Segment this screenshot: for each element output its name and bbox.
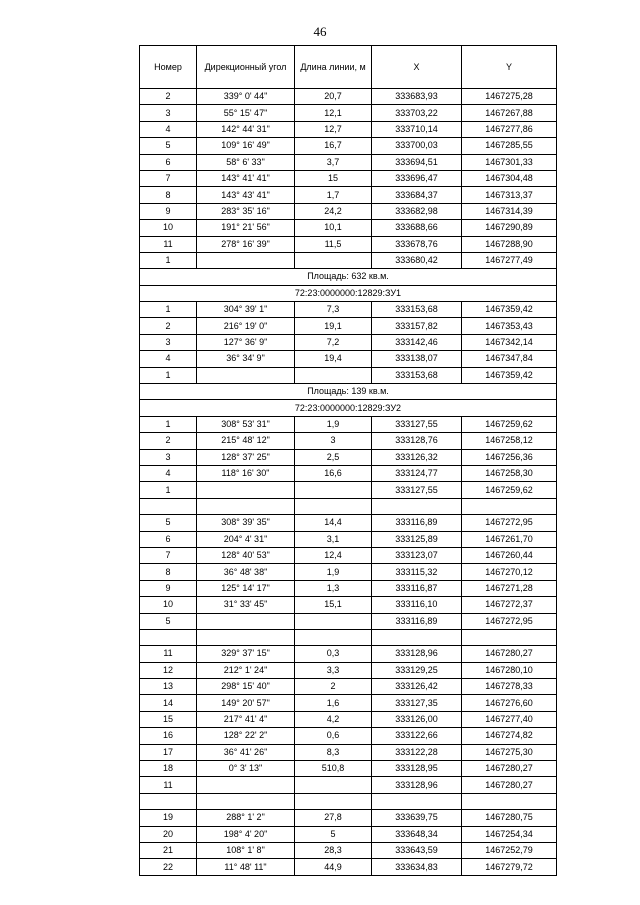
cell-x: 333684,37 [372,187,462,203]
cell-line-length: 0,6 [295,728,372,744]
table-row [140,695,557,711]
cell-direction-angle: 278° 16' 39" [197,236,295,252]
cell-y: 1467278,33 [462,679,557,695]
cell-y: 1467280,27 [462,646,557,662]
cell-y: 1467314,39 [462,203,557,219]
cell-number: 1 [140,302,197,318]
cell-direction-angle: 36° 48' 38" [197,564,295,580]
cell-number: 4 [140,465,197,481]
cell-direction-angle: 11° 48' 11" [197,859,295,875]
cell-direction-angle: 308° 53' 31" [197,416,295,432]
cell-direction-angle [197,793,295,809]
cell-y: 1467275,30 [462,744,557,760]
cell-x: 333153,68 [372,367,462,383]
table-row [140,564,557,580]
cell-line-length: 0,3 [295,646,372,662]
cell-x: 333700,03 [372,138,462,154]
cell-line-length: 1,9 [295,564,372,580]
cell-number: 8 [140,564,197,580]
cell-line-length: 1,7 [295,187,372,203]
table-row [140,105,557,121]
cell-direction-angle: 216° 19' 0" [197,318,295,334]
cell-line-length: 2,5 [295,449,372,465]
cell-line-length: 16,6 [295,465,372,481]
cell-direction-angle: 109° 16' 49" [197,138,295,154]
table-row [140,220,557,236]
cell-number: 13 [140,679,197,695]
cell-direction-angle: 143° 41' 41" [197,170,295,186]
table-row [140,777,557,793]
cell-y [462,498,557,514]
cell-number: 3 [140,449,197,465]
cell-direction-angle: 149° 20' 57" [197,695,295,711]
cell-y: 1467280,27 [462,761,557,777]
cell-number: 21 [140,842,197,858]
table-row [140,203,557,219]
cell-line-length: 2 [295,679,372,695]
table-row [140,187,557,203]
cell-number: 9 [140,580,197,596]
table-row [140,154,557,170]
cell-line-length [295,482,372,498]
cell-line-length: 44,9 [295,859,372,875]
cell-direction-angle: 31° 33' 45" [197,597,295,613]
cell-y: 1467267,88 [462,105,557,121]
cell-x [372,793,462,809]
cell-direction-angle [197,367,295,383]
table-row [140,728,557,744]
header-direction-angle: Дирекционный угол [197,46,295,89]
table-row [140,597,557,613]
cell-direction-angle: 128° 37' 25" [197,449,295,465]
cell-direction-angle [197,777,295,793]
cell-number: 10 [140,220,197,236]
cell-y: 1467304,48 [462,170,557,186]
cell-y: 1467277,86 [462,121,557,137]
cell-number: 1 [140,252,197,268]
cell-x: 333643,59 [372,842,462,858]
table-row [140,433,557,449]
header-number: Номер [140,46,197,89]
cell-y: 1467258,12 [462,433,557,449]
cell-direction-angle: 283° 35' 16" [197,203,295,219]
table-row [140,629,557,645]
cell-line-length: 28,3 [295,842,372,858]
cell-direction-angle: 0° 3' 13" [197,761,295,777]
cell-x: 333127,55 [372,482,462,498]
cell-number: 4 [140,121,197,137]
table-row [140,515,557,531]
cell-y: 1467342,14 [462,334,557,350]
cell-number: 10 [140,597,197,613]
cell-number: 3 [140,334,197,350]
cell-line-length: 19,4 [295,351,372,367]
cell-number: 1 [140,482,197,498]
cell-x [372,629,462,645]
cell-y: 1467258,30 [462,465,557,481]
table-row [140,547,557,563]
cell-number: 20 [140,826,197,842]
cell-x: 333124,77 [372,465,462,481]
cell-direction-angle: 215° 48' 12" [197,433,295,449]
cell-direction-angle: 36° 34' 9" [197,351,295,367]
cell-y: 1467280,10 [462,662,557,678]
cell-x: 333125,89 [372,531,462,547]
cell-number: 17 [140,744,197,760]
cell-x: 333153,68 [372,302,462,318]
cell-line-length: 1,9 [295,416,372,432]
table-row [140,121,557,137]
cell-y: 1467272,95 [462,515,557,531]
cell-y [462,629,557,645]
cell-line-length: 5 [295,826,372,842]
cell-number: 2 [140,433,197,449]
cell-line-length [295,498,372,514]
cell-y: 1467276,60 [462,695,557,711]
cell-number: 11 [140,646,197,662]
coordinates-table [139,45,557,876]
cell-direction-angle: 308° 39' 35" [197,515,295,531]
area-label: Площадь: 139 кв.м. [140,384,557,400]
cell-y: 1467260,44 [462,547,557,563]
cell-number: 5 [140,515,197,531]
cell-number: 11 [140,777,197,793]
cell-x: 333127,55 [372,416,462,432]
cell-y: 1467347,84 [462,351,557,367]
cell-y: 1467277,49 [462,252,557,268]
cell-number: 2 [140,89,197,105]
table-row [140,679,557,695]
cell-line-length: 12,7 [295,121,372,137]
cell-line-length [295,252,372,268]
cell-direction-angle: 128° 22' 2" [197,728,295,744]
cell-x: 333138,07 [372,351,462,367]
cell-number: 14 [140,695,197,711]
table-row [140,465,557,481]
cell-number: 4 [140,351,197,367]
cell-number: 7 [140,547,197,563]
cell-x: 333694,51 [372,154,462,170]
cell-direction-angle: 128° 40' 53" [197,547,295,563]
cell-x: 333696,47 [372,170,462,186]
table-row [140,711,557,727]
cell-number: 5 [140,613,197,629]
table-row [140,170,557,186]
table-row [140,498,557,514]
cell-x: 333116,10 [372,597,462,613]
cell-x: 333123,07 [372,547,462,563]
cell-direction-angle: 58° 6' 33" [197,154,295,170]
section-row [140,384,557,400]
cell-direction-angle: 204° 4' 31" [197,531,295,547]
cell-line-length: 11,5 [295,236,372,252]
table-row [140,334,557,350]
cell-line-length: 8,3 [295,744,372,760]
cell-direction-angle: 329° 37' 15" [197,646,295,662]
cell-line-length: 3 [295,433,372,449]
cell-x: 333122,66 [372,728,462,744]
cell-line-length: 15,1 [295,597,372,613]
cell-x: 333688,66 [372,220,462,236]
cell-x: 333129,25 [372,662,462,678]
table-row [140,613,557,629]
parcel-label: 72:23:0000000:12829:ЗУ2 [140,400,557,416]
area-label: Площадь: 632 кв.м. [140,269,557,285]
cell-direction-angle: 55° 15' 47" [197,105,295,121]
cell-direction-angle: 125° 14' 17" [197,580,295,596]
cell-direction-angle: 288° 1' 2" [197,810,295,826]
section-row [140,269,557,285]
cell-x: 333116,87 [372,580,462,596]
cell-y: 1467301,33 [462,154,557,170]
cell-line-length: 12,1 [295,105,372,121]
cell-x: 333127,35 [372,695,462,711]
cell-y: 1467280,75 [462,810,557,826]
table-row [140,826,557,842]
cell-x: 333116,89 [372,515,462,531]
cell-y: 1467359,42 [462,302,557,318]
cell-number: 18 [140,761,197,777]
table-body [140,89,557,876]
cell-x: 333126,32 [372,449,462,465]
cell-y: 1467256,36 [462,449,557,465]
cell-y: 1467272,37 [462,597,557,613]
section-row [140,400,557,416]
cell-x: 333122,28 [372,744,462,760]
cell-direction-angle [197,629,295,645]
table-row [140,531,557,547]
cell-line-length [295,777,372,793]
table-row [140,138,557,154]
cell-y: 1467285,55 [462,138,557,154]
header-line-length: Длина линии, м [295,46,372,89]
cell-number: 5 [140,138,197,154]
cell-direction-angle [197,482,295,498]
cell-y: 1467290,89 [462,220,557,236]
table-row [140,793,557,809]
cell-x: 333128,96 [372,646,462,662]
table-row [140,580,557,596]
cell-y: 1467259,62 [462,416,557,432]
cell-line-length: 15 [295,170,372,186]
cell-y: 1467272,95 [462,613,557,629]
table-row [140,252,557,268]
table-row [140,416,557,432]
cell-number: 9 [140,203,197,219]
cell-line-length: 4,2 [295,711,372,727]
cell-y: 1467270,12 [462,564,557,580]
cell-number [140,498,197,514]
cell-line-length: 3,1 [295,531,372,547]
cell-direction-angle [197,613,295,629]
table-row [140,810,557,826]
cell-number: 19 [140,810,197,826]
cell-number: 2 [140,318,197,334]
cell-x: 333678,76 [372,236,462,252]
cell-x: 333115,32 [372,564,462,580]
cell-number: 15 [140,711,197,727]
cell-line-length: 1,3 [295,580,372,596]
cell-line-length: 510,8 [295,761,372,777]
cell-x: 333680,42 [372,252,462,268]
cell-number: 11 [140,236,197,252]
cell-number: 1 [140,416,197,432]
cell-line-length [295,793,372,809]
table-row [140,236,557,252]
table-row [140,744,557,760]
table-row [140,367,557,383]
cell-number: 12 [140,662,197,678]
cell-y: 1467288,90 [462,236,557,252]
cell-y: 1467252,79 [462,842,557,858]
cell-x: 333126,00 [372,711,462,727]
cell-line-length: 3,3 [295,662,372,678]
table-row [140,761,557,777]
table-row [140,351,557,367]
cell-line-length: 20,7 [295,89,372,105]
cell-number: 3 [140,105,197,121]
cell-x: 333128,96 [372,777,462,793]
cell-direction-angle: 36° 41' 26" [197,744,295,760]
cell-y: 1467254,34 [462,826,557,842]
cell-y: 1467313,37 [462,187,557,203]
table-row [140,482,557,498]
cell-line-length [295,629,372,645]
cell-line-length: 27,8 [295,810,372,826]
table-row [140,859,557,875]
cell-number: 22 [140,859,197,875]
cell-y: 1467275,28 [462,89,557,105]
table-header [140,46,557,89]
cell-line-length: 7,2 [295,334,372,350]
cell-x: 333639,75 [372,810,462,826]
cell-x: 333682,98 [372,203,462,219]
cell-number [140,793,197,809]
cell-direction-angle: 212° 1' 24" [197,662,295,678]
cell-x: 333157,82 [372,318,462,334]
cell-line-length: 19,1 [295,318,372,334]
cell-x: 333648,34 [372,826,462,842]
cell-line-length [295,367,372,383]
cell-direction-angle: 143° 43' 41" [197,187,295,203]
cell-number: 6 [140,531,197,547]
cell-direction-angle: 298° 15' 40" [197,679,295,695]
cell-line-length: 10,1 [295,220,372,236]
cell-line-length: 1,6 [295,695,372,711]
cell-direction-angle: 191° 21' 56" [197,220,295,236]
cell-line-length: 12,4 [295,547,372,563]
cell-x: 333142,46 [372,334,462,350]
cell-line-length: 24,2 [295,203,372,219]
header-y: Y [462,46,557,89]
cell-y: 1467280,27 [462,777,557,793]
table-row [140,662,557,678]
cell-direction-angle: 339° 0' 44" [197,89,295,105]
cell-x: 333116,89 [372,613,462,629]
page-number: 46 [313,24,327,39]
table-row [140,646,557,662]
cell-x: 333703,22 [372,105,462,121]
cell-x: 333634,83 [372,859,462,875]
cell-line-length: 7,3 [295,302,372,318]
cell-y: 1467259,62 [462,482,557,498]
cell-number: 1 [140,367,197,383]
cell-y: 1467279,72 [462,859,557,875]
cell-number [140,629,197,645]
parcel-label: 72:23:0000000:12829:ЗУ1 [140,285,557,301]
cell-direction-angle: 217° 41' 4" [197,711,295,727]
cell-direction-angle: 304° 39' 1" [197,302,295,318]
header-x: X [372,46,462,89]
cell-y: 1467353,43 [462,318,557,334]
cell-x: 333683,93 [372,89,462,105]
table-row [140,318,557,334]
cell-x: 333710,14 [372,121,462,137]
cell-direction-angle: 127° 36' 9" [197,334,295,350]
table-row [140,302,557,318]
cell-x: 333128,76 [372,433,462,449]
table-row [140,89,557,105]
cell-direction-angle: 118° 16' 30" [197,465,295,481]
cell-direction-angle: 142° 44' 31" [197,121,295,137]
cell-y: 1467271,28 [462,580,557,596]
cell-x: 333128,95 [372,761,462,777]
cell-direction-angle: 108° 1' 8" [197,842,295,858]
cell-number: 7 [140,170,197,186]
cell-y: 1467277,40 [462,711,557,727]
cell-y: 1467274,82 [462,728,557,744]
cell-x [372,498,462,514]
table-row [140,842,557,858]
section-row [140,285,557,301]
table-row [140,449,557,465]
cell-number: 16 [140,728,197,744]
cell-x: 333126,42 [372,679,462,695]
cell-y: 1467261,70 [462,531,557,547]
cell-direction-angle [197,498,295,514]
cell-number: 6 [140,154,197,170]
cell-line-length: 16,7 [295,138,372,154]
cell-number: 8 [140,187,197,203]
cell-line-length: 3,7 [295,154,372,170]
cell-line-length: 14,4 [295,515,372,531]
cell-y [462,793,557,809]
cell-direction-angle: 198° 4' 20" [197,826,295,842]
cell-direction-angle [197,252,295,268]
cell-y: 1467359,42 [462,367,557,383]
cell-line-length [295,613,372,629]
